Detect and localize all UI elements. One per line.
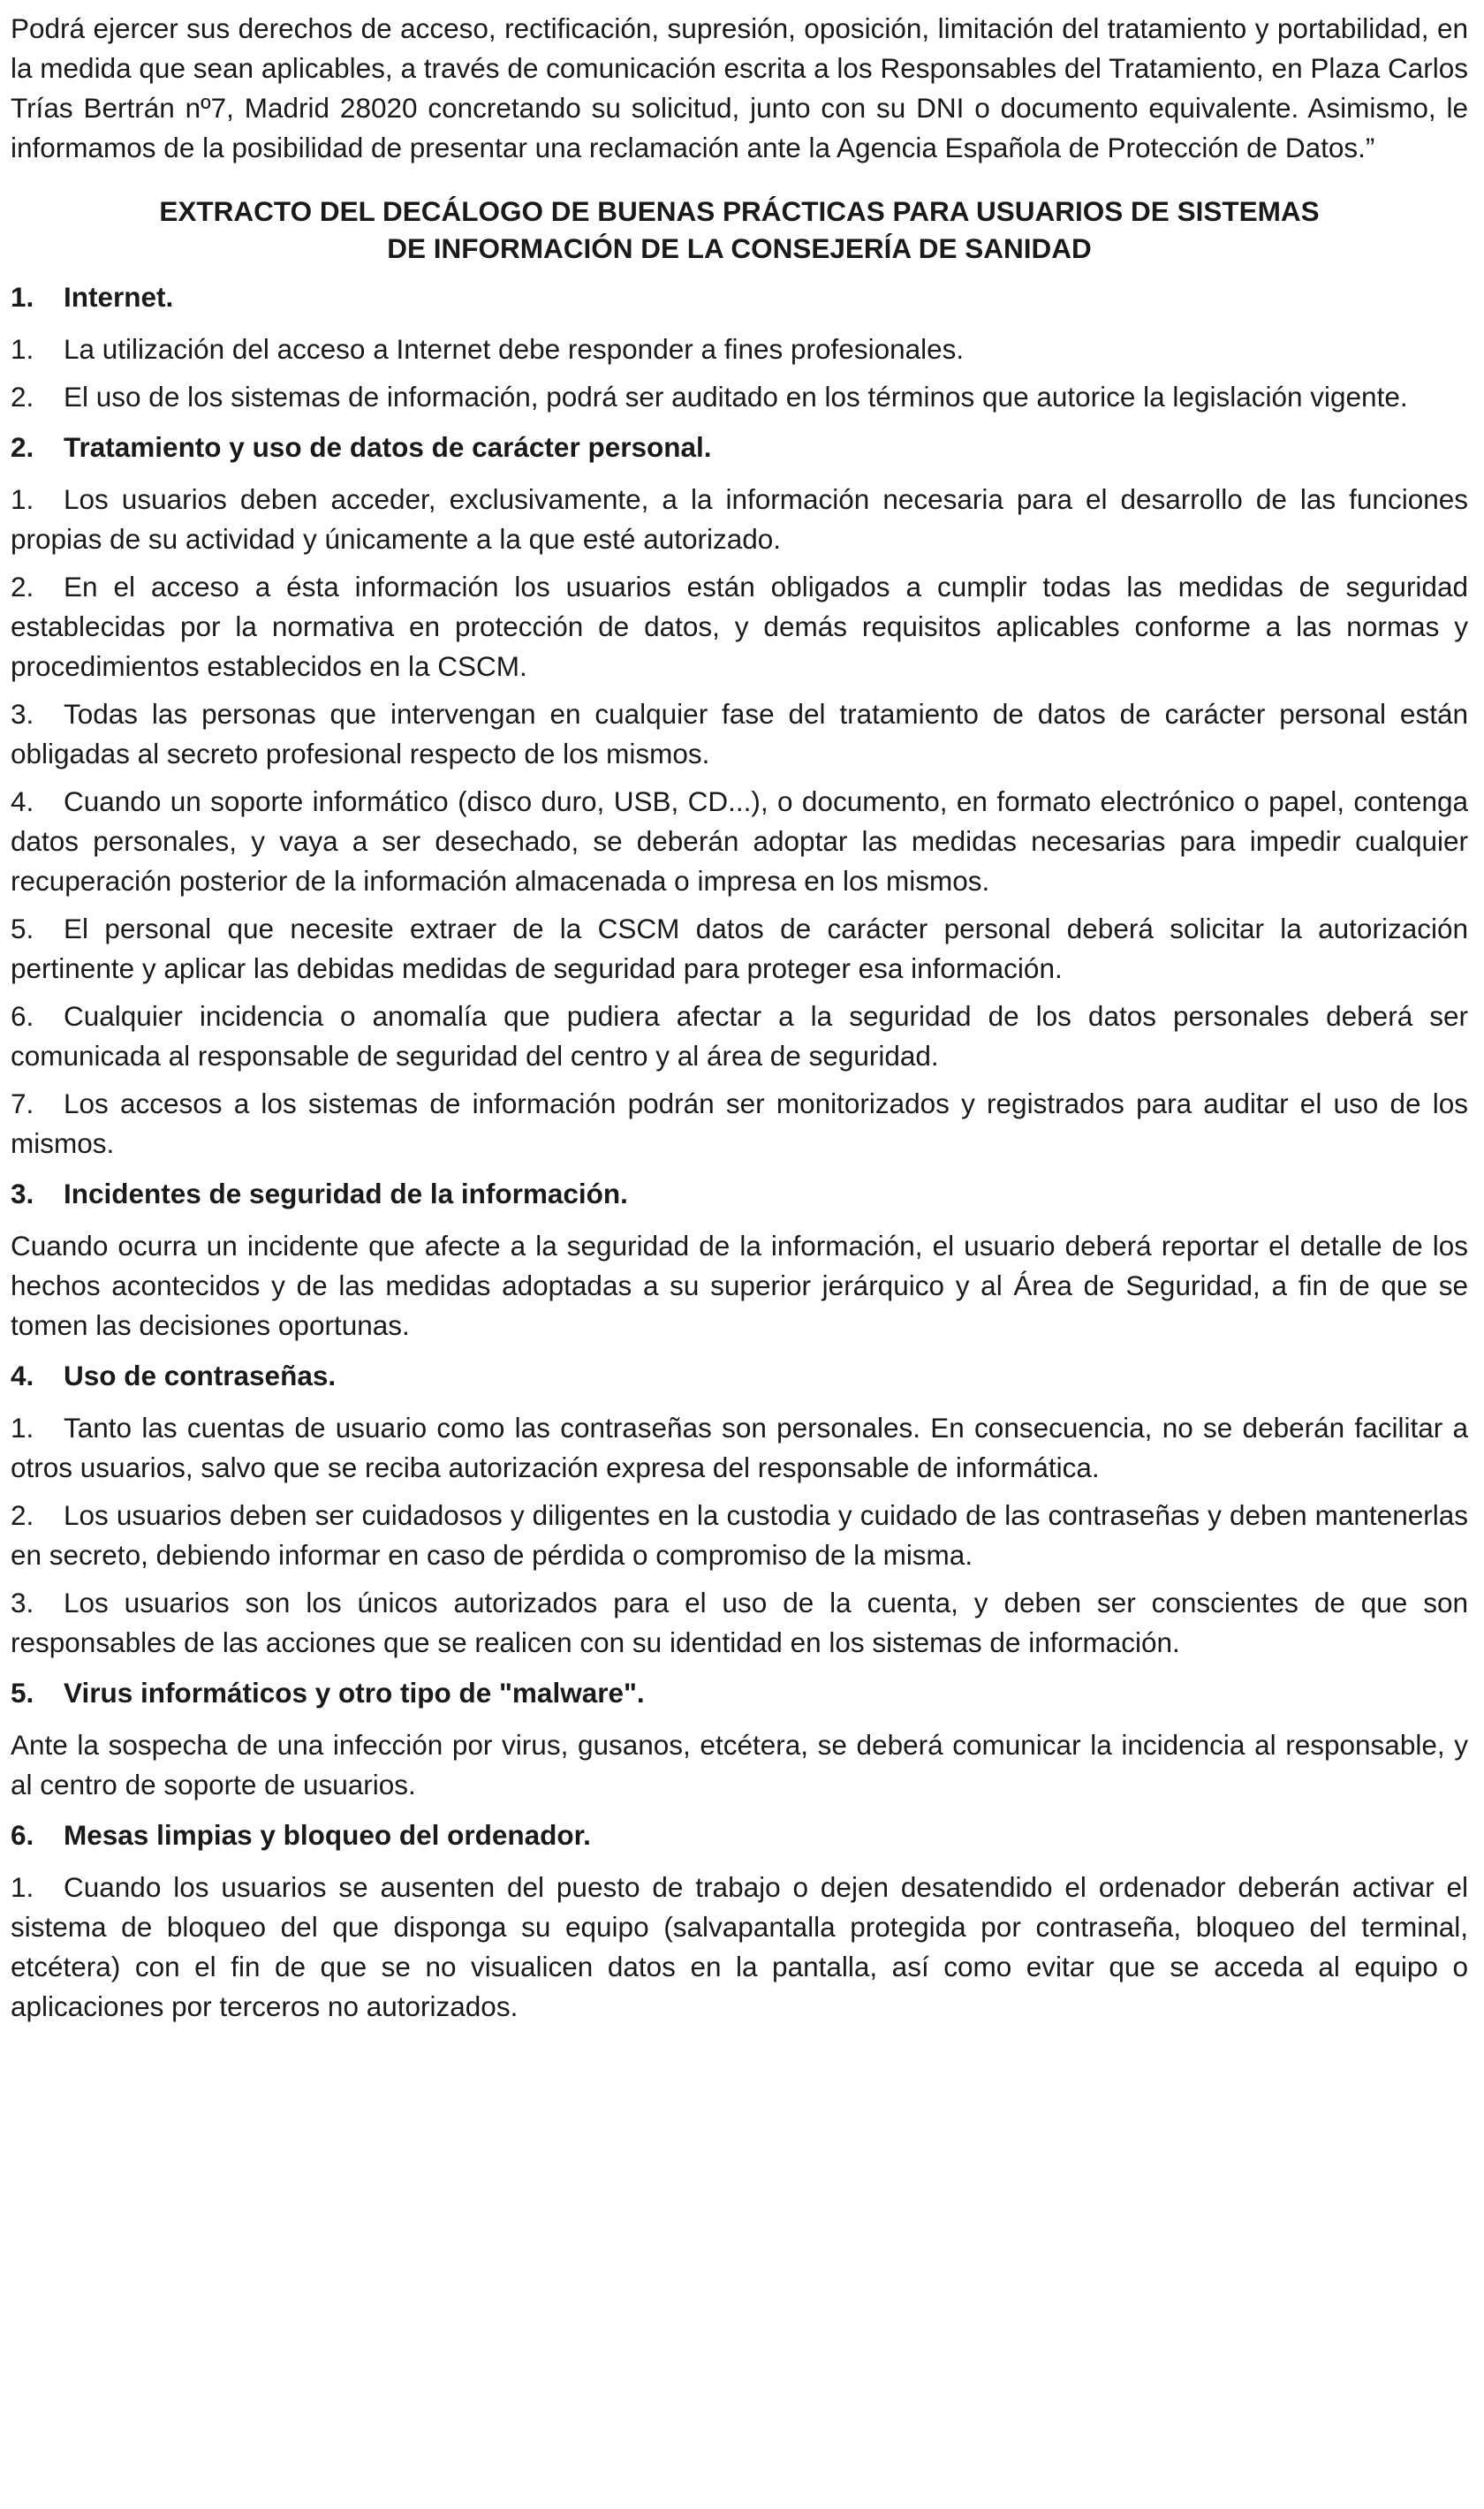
list-item <box>11 1084 1468 1164</box>
item-number: 1. <box>11 1871 34 1903</box>
item-number: 4. <box>11 785 34 817</box>
section-number: 4. <box>11 1360 34 1391</box>
item-text: Cuando los usuarios se ausenten del puesto de trabajo o dejen desatendido el ordenador deberán activar el sistema de bloqueo del que disponga su equipo (salvapantalla protegida por contraseña, bloqueo del terminal, etcétera) con el fin de que se no visualicen datos en la pantalla, así como evitar que se acceda al equipo o aplicaciones por terceros no autorizados. <box>11 1871 1468 2022</box>
section-heading <box>11 1815 1468 1855</box>
section-title: Virus informáticos y otro tipo de "malware". <box>64 1677 645 1709</box>
item-number: 2. <box>11 1499 34 1531</box>
section-title: Mesas limpias y bloqueo del ordenador. <box>64 1819 591 1851</box>
item-number: 2. <box>11 571 34 603</box>
section-heading <box>11 1356 1468 1396</box>
list-item <box>11 480 1468 559</box>
list-item <box>11 694 1468 774</box>
list-item <box>11 997 1468 1076</box>
item-text: Los usuarios son los únicos autorizados para el uso de la cuenta, y deben ser conscientes de que son responsables de las acciones que se realicen con su identidad en los sistemas de información. <box>11 1587 1468 1658</box>
item-number: 1. <box>11 333 34 365</box>
document-page <box>11 9 1468 2035</box>
item-number: 7. <box>11 1088 34 1119</box>
item-number: 1. <box>11 1412 34 1444</box>
section-title: Uso de contraseñas. <box>64 1360 337 1391</box>
item-text: Tanto las cuentas de usuario como las contraseñas son personales. En consecuencia, no se deberán facilitar a otros usuarios, salvo que se reciba autorización expresa del responsable de informática. <box>11 1412 1468 1483</box>
section-heading <box>11 1673 1468 1713</box>
item-text: Cualquier incidencia o anomalía que pudiera afectar a la seguridad de los datos personales deberá ser comunicada al responsable de seguridad del centro y al área de seguridad. <box>11 1000 1468 1072</box>
section-number: 2. <box>11 431 34 463</box>
item-text: El uso de los sistemas de información, podrá ser auditado en los términos que autorice la legislación vigente. <box>64 381 1408 413</box>
section-title: Internet. <box>64 281 174 313</box>
section-paragraph: Ante la sospecha de una infección por virus, gusanos, etcétera, se deberá comunicar la incidencia al responsable, y al centro de soporte de usuarios. <box>11 1729 1468 1800</box>
item-number: 1. <box>11 483 34 515</box>
section-number: 5. <box>11 1677 34 1709</box>
item-text: Los accesos a los sistemas de información podrán ser monitorizados y registrados para auditar el uso de los mismos. <box>11 1088 1468 1159</box>
item-number: 3. <box>11 698 34 730</box>
item-text: Los usuarios deben ser cuidadosos y diligentes en la custodia y cuidado de las contraseñas y deben mantenerlas en secreto, debiendo informar en caso de pérdida o compromiso de la misma. <box>11 1499 1468 1571</box>
item-text: Cuando un soporte informático (disco duro, USB, CD...), o documento, en formato electrónico o papel, contenga datos personales, y vaya a ser desechado, se deberán adoptar las medidas necesarias para impedir cualquier recuperación posterior de la información almacenada o impresa en los mismos. <box>11 785 1468 897</box>
item-number: 3. <box>11 1587 34 1618</box>
item-number: 2. <box>11 381 34 413</box>
section-number: 3. <box>11 1178 34 1209</box>
title-line-1: EXTRACTO DEL DECÁLOGO DE BUENAS PRÁCTICAS PARA USUARIOS DE SISTEMAS <box>159 195 1320 227</box>
section-title: Tratamiento y uso de datos de carácter personal. <box>64 431 712 463</box>
section-number: 6. <box>11 1819 34 1851</box>
section-heading <box>11 1174 1468 1214</box>
section-paragraph: Cuando ocurra un incidente que afecte a la seguridad de la información, el usuario deberá reportar el detalle de los hechos acontecidos y de las medidas adoptadas a su superior jerárquico y al Área de Seguridad, a fin de que se tomen las decisiones oportunas. <box>11 1230 1468 1341</box>
item-text: El personal que necesite extraer de la CSCM datos de carácter personal deberá solicitar la autorización pertinente y aplicar las debidas medidas de seguridad para proteger esa información. <box>11 913 1468 984</box>
item-text: Todas las personas que intervengan en cualquier fase del tratamiento de datos de carácter personal están obligadas al secreto profesional respecto de los mismos. <box>11 698 1468 769</box>
item-number: 5. <box>11 913 34 944</box>
section-heading <box>11 428 1468 467</box>
list-item <box>11 782 1468 901</box>
list-item <box>11 909 1468 989</box>
item-number: 6. <box>11 1000 34 1032</box>
list-item <box>11 1408 1468 1488</box>
item-text: Los usuarios deben acceder, exclusivamente, a la información necesaria para el desarrollo de las funciones propias de su actividad y únicamente a la que esté autorizado. <box>11 483 1468 555</box>
list-item <box>11 1496 1468 1575</box>
title-line-2: DE INFORMACIÓN DE LA CONSEJERÍA DE SANIDAD <box>387 232 1092 264</box>
section-number: 1. <box>11 281 34 313</box>
list-item <box>11 567 1468 686</box>
list-item <box>11 377 1468 417</box>
list-item <box>11 1868 1468 2027</box>
list-item <box>11 330 1468 369</box>
item-text: En el acceso a ésta información los usuarios están obligados a cumplir todas las medidas de seguridad establecidas por la normativa en protección de datos, y demás requisitos aplicables conforme a las normas y procedimientos establecidos en la CSCM. <box>11 571 1468 682</box>
section-title: Incidentes de seguridad de la información. <box>64 1178 628 1209</box>
section-heading <box>11 277 1468 317</box>
list-item <box>11 1583 1468 1663</box>
item-text: La utilización del acceso a Internet debe responder a fines profesionales. <box>64 333 965 365</box>
document-title <box>11 193 1468 267</box>
intro-paragraph: Podrá ejercer sus derechos de acceso, rectificación, supresión, oposición, limitación del tratamiento y portabilidad, en la medida que sean aplicables, a través de comunicación escrita a los Responsables del Tratamiento, en Plaza Carlos Trías Bertrán nº7, Madrid 28020 concretando su solicitud, junto con su DNI o documento equivalente. Asimismo, le informamos de la posibilidad de presentar una reclamación ante la Agencia Española de Protección de Datos.” <box>11 12 1468 163</box>
